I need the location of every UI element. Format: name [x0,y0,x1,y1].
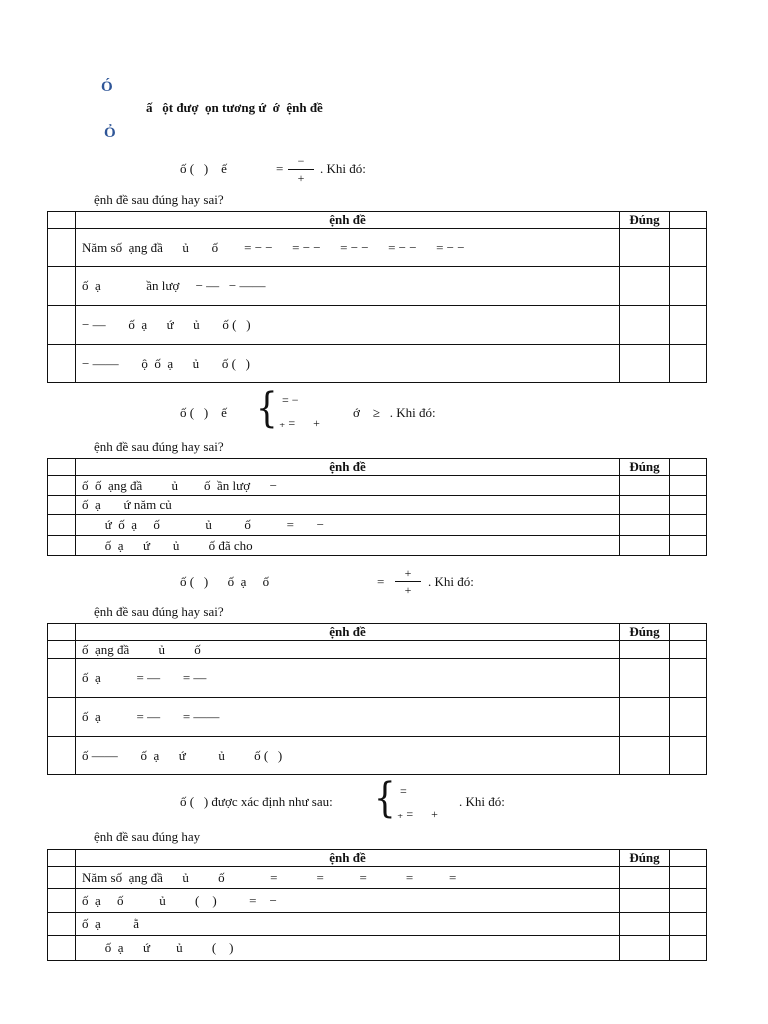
table-cell [48,459,76,476]
table-row [48,867,707,889]
section-mark-1: Ó [101,79,113,95]
table-row [48,698,707,737]
table-cell [48,624,76,641]
row-label [48,476,76,496]
header-statement: ệnh đề [76,624,620,641]
q4-table [47,849,707,961]
table-row [48,306,707,345]
true-checkbox-cell[interactable] [620,641,670,659]
q1-table [47,211,707,383]
header-true: Đúng [620,459,670,476]
q2-system-bottom: ₊ = + [279,416,320,430]
false-checkbox-cell[interactable] [670,496,707,515]
header-true: Đúng [620,212,670,229]
true-checkbox-cell[interactable] [620,659,670,698]
q4-statement-left: ố ( ) được xác định như sau: [180,794,333,809]
table-row [48,641,707,659]
row-label [48,229,76,267]
header-true: Đúng [620,850,670,867]
table-row [48,536,707,556]
q1-fraction [288,155,314,184]
q2-system-top: = − [282,393,299,407]
q1-statement-left: ố ( ) ế [180,161,227,176]
table-row [48,515,707,536]
row-label [48,515,76,536]
true-checkbox-cell[interactable] [620,267,670,306]
row-label [48,913,76,936]
false-checkbox-cell[interactable] [670,936,707,961]
q4-system-top: = [400,784,407,798]
true-checkbox-cell[interactable] [620,306,670,345]
false-checkbox-cell[interactable] [670,641,707,659]
table-header-row [48,459,707,476]
statement-cell: − —— ộ ố ạ ủ ố ( ) [76,345,620,383]
q1-prompt: ệnh đề sau đúng hay sai? [94,192,224,207]
q1-denominator: + [297,171,305,185]
header-false [670,624,707,641]
statement-cell: ố ạ ứ năm củ [76,496,620,515]
false-checkbox-cell[interactable] [670,229,707,267]
header-statement: ệnh đề [76,850,620,867]
table-row [48,659,707,698]
table-row [48,889,707,913]
false-checkbox-cell[interactable] [670,698,707,737]
true-checkbox-cell[interactable] [620,698,670,737]
q4-prompt: ệnh đề sau đúng hay [94,829,201,844]
table-row [48,936,707,961]
true-checkbox-cell[interactable] [620,496,670,515]
false-checkbox-cell[interactable] [670,913,707,936]
row-label [48,659,76,698]
false-checkbox-cell[interactable] [670,867,707,889]
header-false [670,850,707,867]
false-checkbox-cell[interactable] [670,536,707,556]
section-title: ấ ột đượ ọn tương ứ ớ ệnh đề [146,100,323,115]
false-checkbox-cell[interactable] [670,659,707,698]
false-checkbox-cell[interactable] [670,345,707,383]
true-checkbox-cell[interactable] [620,913,670,936]
false-checkbox-cell[interactable] [670,515,707,536]
section-mark-2: Ỏ [104,125,116,141]
statement-cell: ứ ố ạ ố ủ ố = − [76,515,620,536]
table-row [48,476,707,496]
row-label [48,345,76,383]
table-header-row [48,850,707,867]
statement-cell: − — ố ạ ứ ủ ố ( ) [76,306,620,345]
true-checkbox-cell[interactable] [620,536,670,556]
header-statement: ệnh đề [76,212,620,229]
table-row [48,737,707,775]
q4-brace: { [374,775,396,823]
q3-numerator: + [404,566,412,580]
statement-cell: ố ạ ố ủ ( ) = − [76,889,620,913]
table-row [48,345,707,383]
statement-cell: ố ạ = — = —— [76,698,620,737]
false-checkbox-cell[interactable] [670,889,707,913]
q2-brace: { [256,385,278,433]
table-header-row [48,212,707,229]
false-checkbox-cell[interactable] [670,306,707,345]
q1-fraction-bar [288,169,314,170]
row-label [48,867,76,889]
false-checkbox-cell[interactable] [670,267,707,306]
q3-statement-left: ố ( ) ố ạ ố [180,574,270,589]
true-checkbox-cell[interactable] [620,229,670,267]
q2-statement-left: ố ( ) ế [180,405,227,420]
q2-statement-right: ớ ≥ . Khi đó: [353,405,436,420]
q1-statement-right: . Khi đó: [320,161,366,176]
q2-table [47,458,707,556]
q3-fraction [395,567,421,596]
table-cell [48,850,76,867]
row-label [48,698,76,737]
q3-statement-right: . Khi đó: [428,574,474,589]
q4-system-bottom: ₊ = + [397,807,438,821]
table-row [48,229,707,267]
row-label [48,496,76,515]
true-checkbox-cell[interactable] [620,889,670,913]
header-true: Đúng [620,624,670,641]
header-false [670,212,707,229]
false-checkbox-cell[interactable] [670,476,707,496]
row-label [48,267,76,306]
header-false [670,459,707,476]
row-label [48,536,76,556]
q3-denominator: + [404,583,412,597]
row-label [48,936,76,961]
q1-numerator: − [297,154,305,168]
row-label [48,306,76,345]
row-label [48,641,76,659]
statement-cell: Năm số ạng đầ ủ ố = − − = − − = − − = − − = − − [76,229,620,267]
table-cell [48,212,76,229]
statement-cell: ố ố ạng đầ ủ ố ần lượ − [76,476,620,496]
table-row [48,267,707,306]
row-label [48,737,76,775]
statement-cell: ố ạ ứ ủ ( ) [76,936,620,961]
true-checkbox-cell[interactable] [620,737,670,775]
row-label [48,889,76,913]
true-checkbox-cell[interactable] [620,476,670,496]
statement-cell: ố ạ ứ ủ ố đã cho [76,536,620,556]
header-statement: ệnh đề [76,459,620,476]
q2-prompt: ệnh đề sau đúng hay sai? [94,439,224,454]
table-header-row [48,624,707,641]
q3-table [47,623,707,775]
table-row [48,496,707,515]
true-checkbox-cell[interactable] [620,345,670,383]
statement-cell: ố ạ = — = — [76,659,620,698]
statement-cell: ố ạ ần lượ − — − —— [76,267,620,306]
statement-cell: Năm số ạng đầ ủ ố = = = = = [76,867,620,889]
q4-statement-right: . Khi đó: [459,794,505,809]
statement-cell: ố —— ố ạ ứ ủ ố ( ) [76,737,620,775]
statement-cell: ố ạ ằ [76,913,620,936]
true-checkbox-cell[interactable] [620,515,670,536]
q3-prompt: ệnh đề sau đúng hay sai? [94,604,224,619]
statement-cell: ố ạng đầ ủ ố [76,641,620,659]
q3-fraction-bar [395,581,421,582]
q3-equals: = [377,574,385,589]
table-row [48,913,707,936]
true-checkbox-cell[interactable] [620,867,670,889]
false-checkbox-cell[interactable] [670,737,707,775]
true-checkbox-cell[interactable] [620,936,670,961]
q1-equals: = [276,161,284,176]
